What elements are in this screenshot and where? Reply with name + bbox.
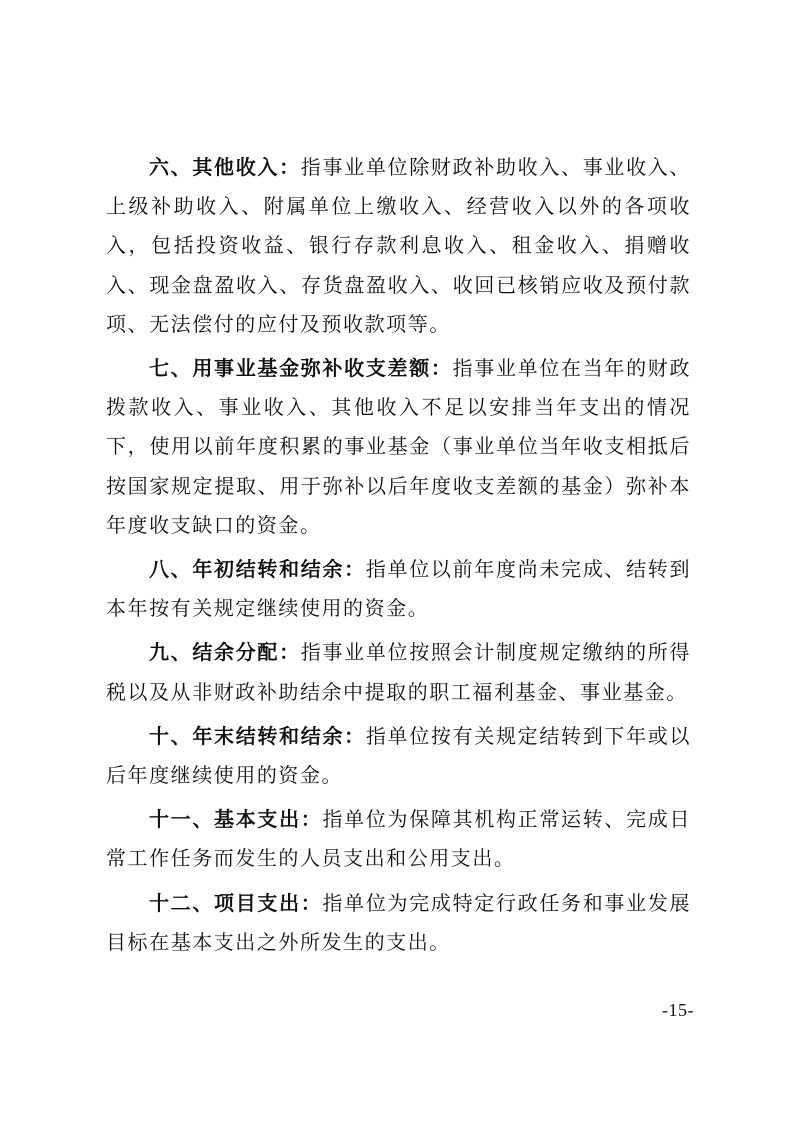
definition-project-expenditure: 指单位为完成特定行政任务和事业发展目标在基本支出之外所发生的支出。 (106, 890, 691, 954)
term-project-expenditure: 十二、项目支出： (149, 890, 323, 915)
term-surplus-distribution: 九、结余分配： (149, 640, 301, 665)
definition-basic-expenditure: 指单位为保障其机构正常运转、完成日常工作任务而发生的人员支出和公用支出。 (106, 807, 691, 871)
definition-other-income: 指事业单位除财政补助收入、事业收入、上级补助收入、附属单位上缴收入、经营收入以外的各项收入，包括投资收益、银行存款利息收入、租金收入、捐赠收入、现金盘盈收入、存货盘盈收入、收回已核销应收及预付款项、无法偿付的应付及预收款项等。 (106, 155, 691, 336)
document-body (106, 148, 691, 962)
definition-paragraph-closing-balance (106, 717, 691, 795)
page-number: -15- (662, 1000, 694, 1020)
definition-paragraph-opening-balance (106, 550, 691, 628)
definition-closing-balance: 指单位按有关规定结转到下年或以后年度继续使用的资金。 (106, 723, 692, 788)
term-opening-balance: 八、年初结转和结余： (149, 557, 366, 582)
definition-paragraph-project-expenditure (106, 884, 691, 962)
definition-paragraph-business-fund-offset (106, 349, 691, 545)
definition-business-fund-offset: 指事业单位在当年的财政拨款收入、事业收入、其他收入不足以安排当年支出的情况下，使用以前年度积累的事业基金（事业单位当年收支相抵后按国家规定提取、用于弥补以后年度收支差额的基金）弥补本年度收支缺口的资金。 (106, 356, 691, 537)
definition-paragraph-surplus-distribution (106, 633, 691, 711)
definition-paragraph-basic-expenditure (106, 800, 691, 878)
definition-surplus-distribution: 指事业单位按照会计制度规定缴纳的所得税以及从非财政补助结余中提取的职工福利基金、事业基金。 (106, 640, 691, 704)
term-business-fund-offset: 七、用事业基金弥补收支差额： (149, 356, 453, 381)
term-closing-balance: 十、年末结转和结余： (149, 723, 366, 748)
definition-paragraph-other-income (106, 148, 691, 344)
term-basic-expenditure: 十一、基本支出： (149, 807, 323, 832)
definition-opening-balance: 指单位以前年度尚未完成、结转到本年按有关规定继续使用的资金。 (106, 557, 692, 621)
term-other-income: 六、其他收入： (149, 155, 301, 179)
